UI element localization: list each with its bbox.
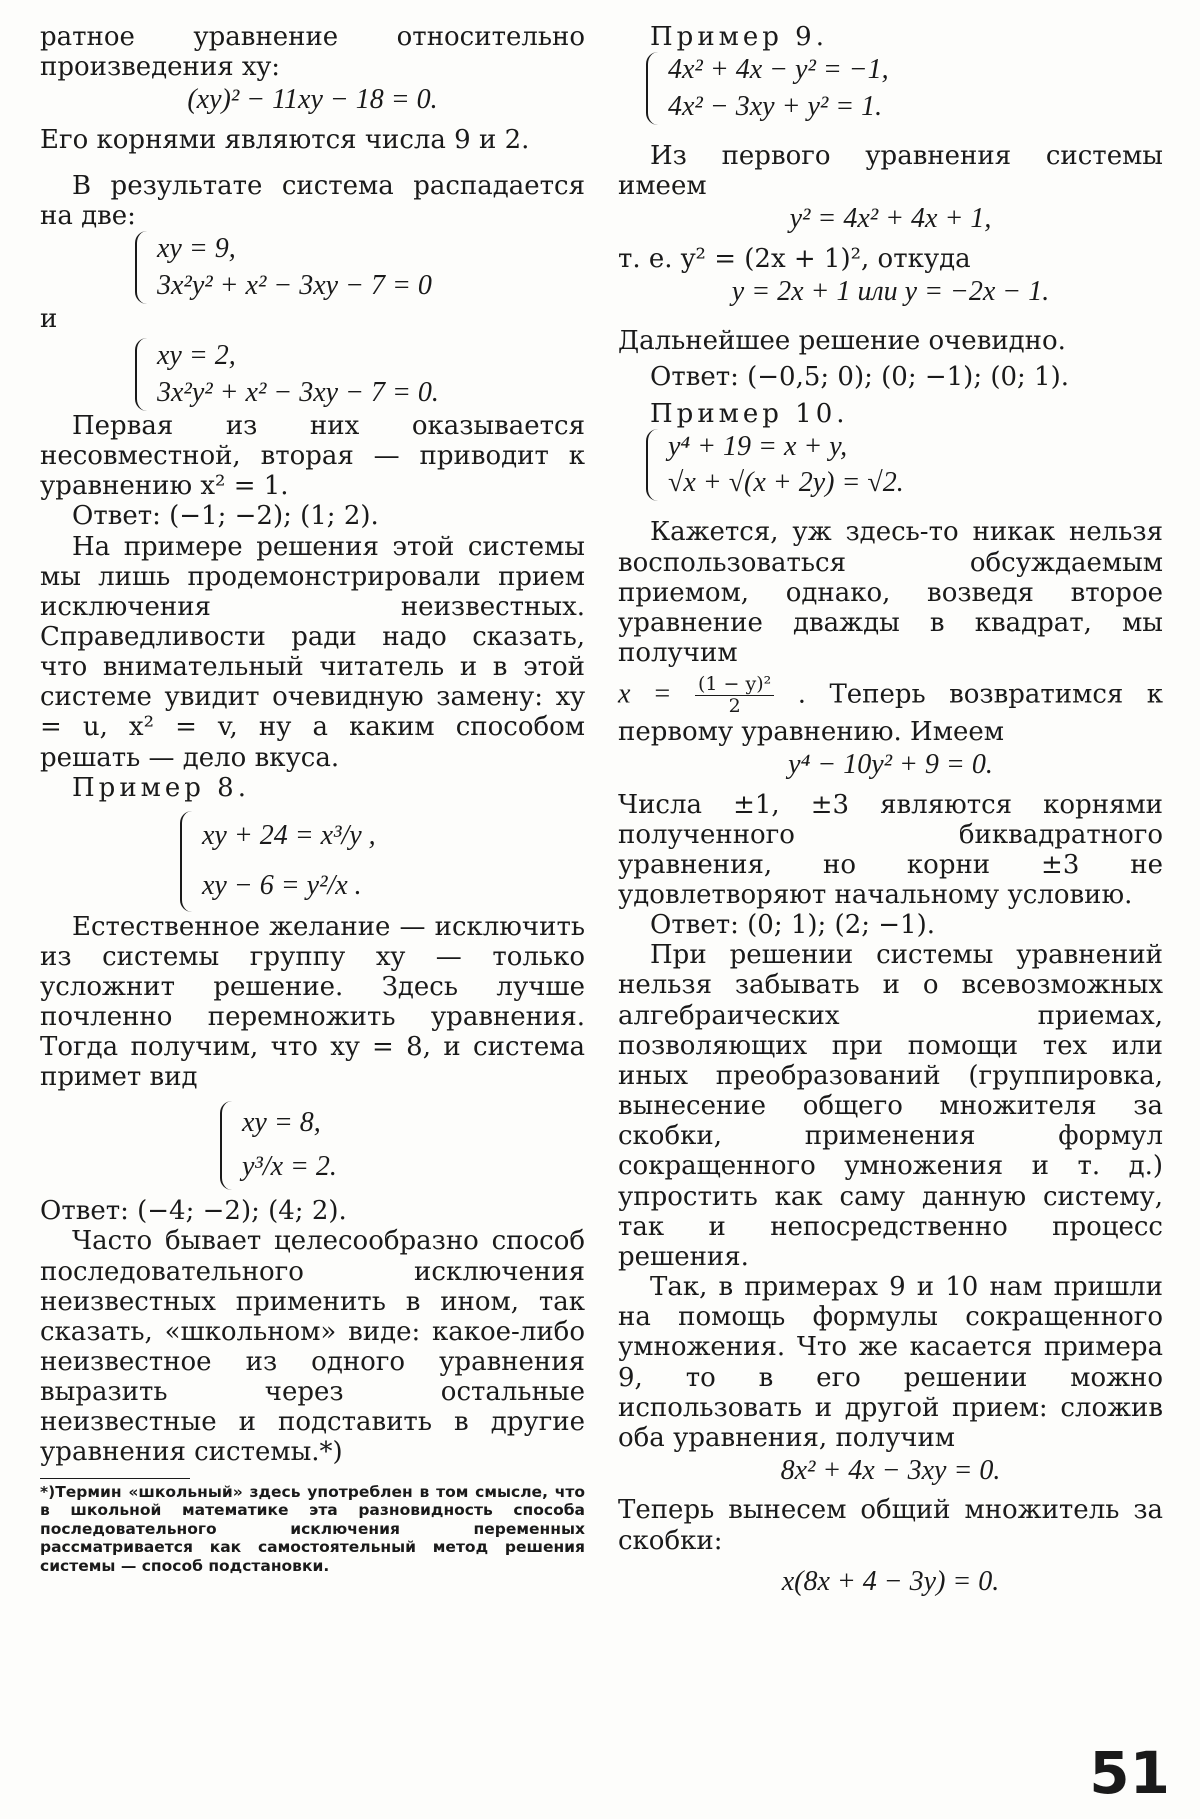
paragraph: Первая из них оказывается несовместной, вторая — приводит к уравнению x² = 1. [40, 410, 585, 502]
equation-system [135, 231, 585, 304]
right-column [618, 22, 1163, 1600]
equation-system [646, 429, 1163, 502]
system-line: xy = 2, [157, 340, 236, 372]
system-line: 3x²y² + x² − 3xy − 7 = 0. [157, 376, 439, 408]
answer: Ответ: (−0,5; 0); (0; −1); (0; 1). [650, 362, 1070, 393]
footnote-divider [40, 1478, 190, 1479]
fraction [695, 674, 774, 717]
paragraph: и [40, 303, 58, 334]
system-line: √x + √(x + 2y) = √2. [668, 467, 904, 499]
system-line: xy = 8, [242, 1106, 321, 1138]
paragraph: Теперь вынесем общий множитель за скобки: [618, 1495, 1163, 1556]
answer: Ответ: (0; 1); (2; −1). [650, 910, 935, 941]
paragraph: т. е. y² = (2x + 1)², откуда [618, 243, 971, 274]
paragraph-text: . Теперь возвратимся к первому уравнению. Имеем [618, 679, 1164, 747]
equation: 8x² + 4x − 3xy = 0. [780, 1454, 1001, 1486]
left-column [40, 22, 585, 1576]
equation-system [135, 338, 585, 411]
equation: x = [618, 678, 672, 710]
system-line: 3x²y² + x² − 3xy − 7 = 0 [157, 269, 432, 301]
equation: y = 2x + 1 или y = −2x − 1. [731, 275, 1050, 307]
fraction-numerator: (1 − y)² [695, 674, 774, 696]
system-line: xy + 24 = x³/y , [202, 819, 376, 851]
brace [135, 231, 153, 304]
paragraph: ратное уравнение относительно произведения xy: [40, 22, 585, 83]
system-line: xy = 9, [157, 233, 236, 265]
brace [646, 429, 664, 502]
page-number: 51 [1089, 1739, 1170, 1807]
equation-system [220, 1101, 585, 1191]
paragraph: Числа ±1, ±3 являются корнями полученного биквадратного уравнения, но корни ±3 не удовлетворяют начальному условию. [618, 789, 1163, 911]
fraction-denominator: 2 [728, 695, 741, 718]
example-heading: Пример 9. [650, 22, 828, 52]
example-heading: Пример 10. [650, 398, 849, 429]
brace [220, 1101, 238, 1191]
paragraph: При решении системы уравнений нельзя забывать и о всевозможных алгебраических приемах, позволяющих при помощи тех или иных преобразований (группировка, вынесение общего множителя за скобки, применения формул сокращенного умножения и т. д.) упростить как саму данную систему, так и непосредственно процесс решения. [618, 940, 1163, 1272]
answer: Ответ: (−4; −2); (4; 2). [40, 1196, 347, 1227]
paragraph: Так, в примерах 9 и 10 нам пришли на помощь формулы сокращенного умножения. Что же касается примера 9, то в его решении можно использовать и другой прием: сложив оба уравнения, получим [618, 1272, 1163, 1453]
system-line: y⁴ + 19 = x + y, [668, 430, 848, 462]
equation: y² = 4x² + 4x + 1, [789, 203, 992, 235]
paragraph: Часто бывает целесообразно способ последовательного исключения неизвестных применить в ином, так сказать, «школьном» виде: какое-либо неизвестное из одного уравнения выразить через остальные неизвестные и подставить в другие уравнения системы.*) [40, 1226, 585, 1468]
paragraph: В результате система распадается на две: [40, 170, 585, 232]
system-line: xy − 6 = y²/x . [202, 870, 362, 902]
equation: (xy)² − 11xy − 18 = 0. [187, 84, 438, 116]
brace [646, 52, 664, 125]
paragraph-with-fraction [618, 674, 1163, 747]
paragraph: Дальнейшее решение очевидно. [618, 326, 1066, 357]
system-line: 4x² + 4x − y² = −1, [668, 54, 889, 86]
paragraph: Кажется, уж здесь-то никак нельзя воспользоваться обсуждаемым приемом, однако, возведя второе уравнение дважды в квадрат, мы получим [618, 517, 1163, 669]
system-line: 4x² − 3xy + y² = 1. [668, 90, 883, 122]
brace [135, 338, 153, 411]
answer: Ответ: (−1; −2); (1; 2). [72, 501, 379, 532]
footnote: *)Термин «школьный» здесь употреблен в том смысле, что в школьной математике эта разновидность способа последовательного исключения переменных рассматривается как самостоятельный метод решения системы — способ подстановки. [40, 1482, 585, 1576]
example-heading: Пример 8. [72, 772, 250, 803]
system-line: y³/x = 2. [242, 1151, 337, 1183]
paragraph: Естественное желание — исключить из системы группу xy — только усложнит решение. Здесь лучше почленно перемножить уравнения. Тогда получим, что xy = 8, и система примет вид [40, 911, 585, 1093]
brace [180, 811, 198, 912]
equation-system [180, 811, 585, 912]
paragraph: Его корнями являются числа 9 и 2. [40, 124, 530, 155]
paragraph: Из первого уравнения системы имеем [618, 140, 1163, 202]
equation: x(8x + 4 − 3y) = 0. [781, 1565, 1000, 1597]
equation-system [646, 52, 1163, 125]
equation: y⁴ − 10y² + 9 = 0. [788, 749, 993, 781]
paragraph: На примере решения этой системы мы лишь продемонстрировали прием исключения неизвестных. Справедливости ради надо сказать, что внимательный читатель и в этой системе увидит очевидную замену: xy = u, x² = v, ну а каким способом решать — дело вкуса. [40, 531, 585, 773]
